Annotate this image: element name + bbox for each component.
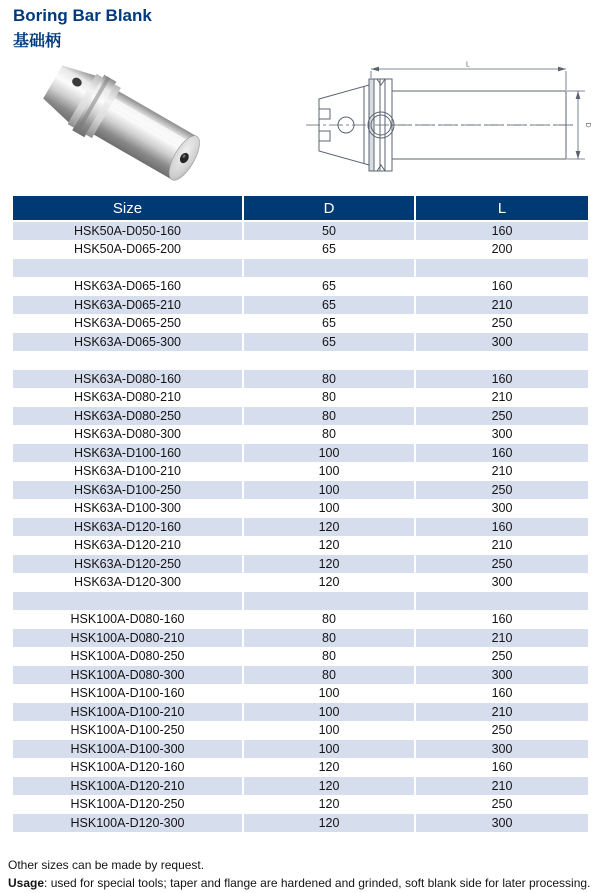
table-row	[13, 500, 588, 519]
table-row	[13, 444, 588, 463]
cell-size: HSK63A-D120-250	[13, 555, 244, 574]
dimension-length	[371, 62, 566, 91]
cell-d: 80	[244, 648, 416, 667]
cell-size: HSK100A-D100-210	[13, 703, 244, 722]
cell-l: 160	[416, 222, 588, 241]
column-header-d: D	[244, 196, 416, 222]
table-header-row	[13, 196, 588, 222]
cell-l: 250	[416, 555, 588, 574]
cell-size: HSK100A-D100-160	[13, 685, 244, 704]
cell-l: 250	[416, 648, 588, 667]
cell-l: 210	[416, 463, 588, 482]
cell-l: 210	[416, 703, 588, 722]
cell-l: 300	[416, 814, 588, 833]
cell-l: 210	[416, 537, 588, 556]
note-usage	[8, 876, 590, 890]
cell-size: HSK100A-D100-250	[13, 722, 244, 741]
cell-d: 120	[244, 537, 416, 556]
cell-size: HSK63A-D080-300	[13, 426, 244, 445]
cell-size	[13, 592, 244, 611]
table-row	[13, 241, 588, 260]
cell-size: HSK63A-D100-210	[13, 463, 244, 482]
table-row	[13, 296, 588, 315]
cell-size: HSK63A-D120-300	[13, 574, 244, 593]
cell-l: 210	[416, 296, 588, 315]
cell-size: HSK100A-D120-160	[13, 759, 244, 778]
table-row	[13, 370, 588, 389]
cell-d: 65	[244, 315, 416, 334]
cell-l: 160	[416, 611, 588, 630]
cell-l	[416, 592, 588, 611]
technical-drawing	[304, 57, 594, 189]
table-row	[13, 574, 588, 593]
table-row	[13, 648, 588, 667]
cell-d: 80	[244, 629, 416, 648]
table-row	[13, 796, 588, 815]
cell-l: 160	[416, 518, 588, 537]
table-row	[13, 740, 588, 759]
cell-l: 300	[416, 333, 588, 352]
cell-d: 100	[244, 740, 416, 759]
cell-size: HSK63A-D065-300	[13, 333, 244, 352]
cell-l: 160	[416, 444, 588, 463]
cell-d: 50	[244, 222, 416, 241]
cell-d: 80	[244, 370, 416, 389]
table-row	[13, 629, 588, 648]
cell-d	[244, 592, 416, 611]
cell-d: 65	[244, 296, 416, 315]
cell-d	[244, 352, 416, 371]
cell-size: HSK100A-D100-300	[13, 740, 244, 759]
cell-l	[416, 352, 588, 371]
cell-l: 300	[416, 426, 588, 445]
cell-l: 210	[416, 777, 588, 796]
table-row-spacer	[13, 352, 588, 371]
cell-l: 250	[416, 796, 588, 815]
cell-d: 100	[244, 463, 416, 482]
cell-size: HSK100A-D120-250	[13, 796, 244, 815]
cell-l: 250	[416, 722, 588, 741]
cell-size: HSK63A-D080-210	[13, 389, 244, 408]
table-body	[13, 222, 588, 833]
cell-size	[13, 259, 244, 278]
cell-d: 80	[244, 611, 416, 630]
table-row-spacer	[13, 259, 588, 278]
cell-size	[13, 352, 244, 371]
cell-d: 120	[244, 555, 416, 574]
cell-d: 100	[244, 500, 416, 519]
cell-l: 210	[416, 629, 588, 648]
note-other-sizes: Other sizes can be made by request.	[8, 858, 205, 872]
cell-d: 65	[244, 333, 416, 352]
dim-length-label: L	[466, 61, 470, 69]
cell-d: 120	[244, 777, 416, 796]
cell-d: 80	[244, 426, 416, 445]
table-row	[13, 278, 588, 297]
cell-size: HSK100A-D080-210	[13, 629, 244, 648]
cell-d: 120	[244, 796, 416, 815]
table-row	[13, 685, 588, 704]
cell-size: HSK63A-D065-210	[13, 296, 244, 315]
table-row	[13, 777, 588, 796]
table-row	[13, 814, 588, 833]
cell-l: 160	[416, 759, 588, 778]
table-row	[13, 426, 588, 445]
table-row	[13, 333, 588, 352]
cell-d: 120	[244, 814, 416, 833]
page-title: Boring Bar Blank	[13, 6, 152, 25]
table-row	[13, 666, 588, 685]
product-photo	[30, 54, 222, 190]
table-row	[13, 537, 588, 556]
table-row	[13, 315, 588, 334]
cell-size: HSK63A-D100-300	[13, 500, 244, 519]
cell-l	[416, 259, 588, 278]
table-row	[13, 555, 588, 574]
cell-size: HSK63A-D065-250	[13, 315, 244, 334]
cell-size: HSK100A-D080-160	[13, 611, 244, 630]
table-row	[13, 722, 588, 741]
cell-d: 65	[244, 278, 416, 297]
cell-l: 300	[416, 666, 588, 685]
table-row	[13, 407, 588, 426]
cell-d: 120	[244, 518, 416, 537]
cell-d: 120	[244, 759, 416, 778]
cell-l: 250	[416, 481, 588, 500]
cell-d: 100	[244, 481, 416, 500]
table-row	[13, 611, 588, 630]
cell-d: 80	[244, 666, 416, 685]
cell-d: 65	[244, 241, 416, 260]
cell-l: 300	[416, 574, 588, 593]
table-row	[13, 481, 588, 500]
cell-d: 80	[244, 407, 416, 426]
table-row	[13, 703, 588, 722]
cell-l: 160	[416, 278, 588, 297]
cell-d: 100	[244, 444, 416, 463]
cell-size: HSK63A-D120-160	[13, 518, 244, 537]
cell-size: HSK63A-D100-250	[13, 481, 244, 500]
cell-l: 210	[416, 389, 588, 408]
cell-d: 100	[244, 685, 416, 704]
cell-d: 100	[244, 722, 416, 741]
cell-size: HSK50A-D050-160	[13, 222, 244, 241]
cell-size: HSK63A-D120-210	[13, 537, 244, 556]
cell-d: 80	[244, 389, 416, 408]
cell-size: HSK100A-D080-300	[13, 666, 244, 685]
cell-d: 100	[244, 703, 416, 722]
table-row-spacer	[13, 592, 588, 611]
size-table	[13, 196, 588, 833]
cell-d	[244, 259, 416, 278]
cell-l: 300	[416, 740, 588, 759]
table-row	[13, 759, 588, 778]
cell-size: HSK100A-D120-300	[13, 814, 244, 833]
table-row	[13, 389, 588, 408]
usage-label: Usage	[8, 876, 45, 890]
cell-size: HSK63A-D065-160	[13, 278, 244, 297]
usage-text: : used for special tools; taper and flange are hardened and grinded, soft blank side for later processing.	[44, 876, 591, 890]
cell-l: 160	[416, 685, 588, 704]
cell-l: 250	[416, 407, 588, 426]
cell-size: HSK63A-D080-250	[13, 407, 244, 426]
table-row	[13, 463, 588, 482]
cell-size: HSK100A-D120-210	[13, 777, 244, 796]
cell-l: 160	[416, 370, 588, 389]
cell-l: 250	[416, 315, 588, 334]
cell-d: 120	[244, 574, 416, 593]
cell-size: HSK63A-D080-160	[13, 370, 244, 389]
column-header-l: L	[416, 196, 588, 222]
table-row	[13, 518, 588, 537]
cell-size: HSK50A-D065-200	[13, 241, 244, 260]
cell-l: 300	[416, 500, 588, 519]
table-row	[13, 222, 588, 241]
cell-l: 200	[416, 241, 588, 260]
cell-size: HSK63A-D100-160	[13, 444, 244, 463]
dim-diameter-label: D	[584, 122, 591, 128]
tool-holder-render	[37, 54, 209, 190]
cell-size: HSK100A-D080-250	[13, 648, 244, 667]
column-header-size: Size	[13, 196, 244, 222]
page-subtitle-chinese: 基础柄	[13, 33, 62, 50]
